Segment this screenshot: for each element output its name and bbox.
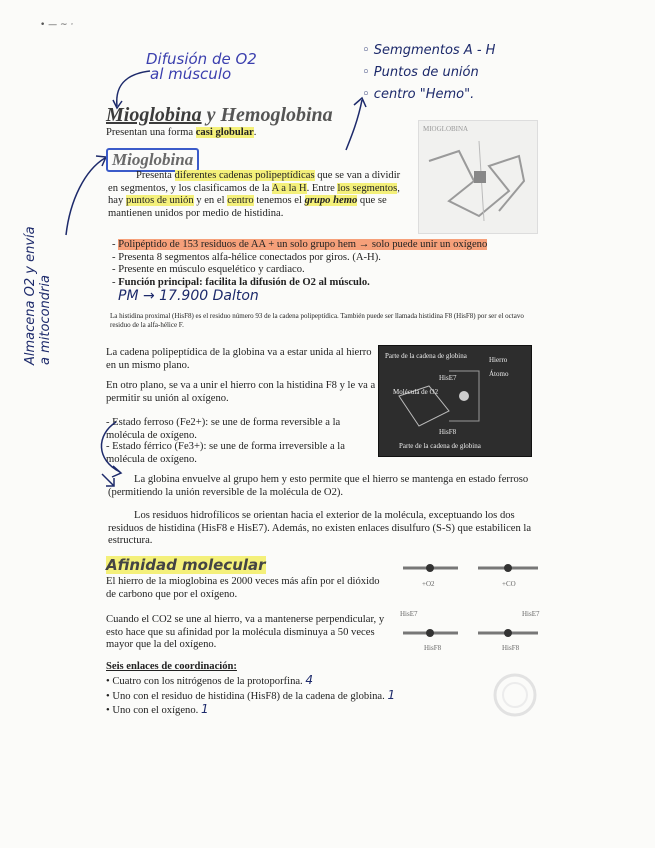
paragraph-co2: Cuando el CO2 se une al hierro, va a mantenerse perpendicular, y esto hace que su afinidad por la molécula disminuya a 50 veces mayor que la del oxígeno. xyxy=(106,614,385,651)
list-item: • Uno con el oxígeno. 1 xyxy=(106,702,209,717)
paragraph-globina: La globina envuelve al grupo hem y esto permite que el hierro se mantenga en estado ferroso (permitiendo la unión reversible de la molécula de O2). xyxy=(108,474,529,498)
note-histidina-proximal: La histidina proximal (HisF8) es el residuo número 93 de la cadena polipeptídica. También puede ser llamada histidina F8 (HisF8) por ser el octavo residuo de la alfa-hélice F. xyxy=(110,312,524,329)
diagram-label: Átomo xyxy=(489,370,509,378)
diagram-label: HisE7 xyxy=(522,610,540,618)
diagram-label: HisE7 xyxy=(439,374,457,382)
diagram-label: Molécula de O2 xyxy=(393,388,439,396)
paragraph-hierro: En otro plano, se va a unir el hierro con la histidina F8 y le va a permitir su unión al oxígeno. xyxy=(106,380,376,404)
title-mioglobina: Mioglobina xyxy=(106,104,202,126)
diagram-label: +CO xyxy=(502,580,516,588)
arrow-icon xyxy=(60,150,110,240)
diagram-label: HisE7 xyxy=(400,610,418,618)
affinity-diagram-image xyxy=(398,548,548,658)
stamp-icon xyxy=(490,670,540,720)
paragraph-afinidad: El hierro de la mioglobina es 2000 veces más afín por el dióxido de carbono que por el oxígeno. xyxy=(106,576,380,600)
note-top-left xyxy=(146,52,257,82)
estado-ferroso: - Estado ferroso (Fe2+): se une de forma reversible a la molécula de oxígeno. xyxy=(106,417,341,441)
note-top-left-line2: al músculo xyxy=(150,65,232,83)
list-item: • Uno con el residuo de histidina (HisF8) de la cadena de globina. 1 xyxy=(106,687,396,702)
heme-diagram-image xyxy=(378,345,532,457)
bullet-list-properties xyxy=(112,239,542,289)
protein-label: MIOGLOBINA xyxy=(423,125,469,133)
note-top-right-line2: ◦ Puntos de unión xyxy=(362,65,479,80)
paragraph-cadena: La cadena polipeptídica de la globina va a estar unida al hierro en un mismo plano. xyxy=(106,347,372,371)
bullet-item: - Presente en músculo esquelético y cardiaco. xyxy=(112,264,305,276)
arrow-icon xyxy=(100,470,120,490)
top-scribble: • — ~ · xyxy=(40,20,74,30)
list-item: • Cuatro con los nitrógenos de la protoporfina. 4 xyxy=(106,673,314,687)
paragraph-intro: Presenta diferentes cadenas polipeptídicas que se van a dividir en segmentos, y los clasificamos de la A a la H. Entre los segmentos, hay puntos de unión y en el centro tenemos el grupo hemo que se mantienen unidos por medio de histidina. xyxy=(108,170,401,219)
page-subtitle: Presentan una forma casi globular. xyxy=(106,127,257,138)
enlaces-title: Seis enlaces de coordinación: xyxy=(106,661,237,672)
diagram-label: HisF8 xyxy=(439,428,457,436)
diagram-label: +O2 xyxy=(422,580,435,588)
page-title xyxy=(106,104,333,126)
section-title-mioglobina: Mioglobina xyxy=(106,148,199,172)
bullet-item: - Polipéptido de 153 residuos de AA + un solo grupo hem → solo puede unir un oxígeno xyxy=(112,239,488,250)
note-top-left-line1: Difusión de O2 xyxy=(146,50,257,68)
note-left-margin xyxy=(23,165,53,365)
paragraph-residuos: Los residuos hidrofílicos se orientan hacia el exterior de la molécula, exceptuando los dos residuos de histidina (HisF8 e HisE7). Además, no existen enlaces disulfuro (S-S) que estabilicen la estructura. xyxy=(108,510,532,547)
diagram-label: HisF8 xyxy=(502,644,520,652)
estado-ferrico: - Estado férrico (Fe3+): se une de forma irreversible a la molécula de oxígeno. xyxy=(106,441,345,465)
title-hemoglobina: y Hemoglobina xyxy=(201,104,333,126)
section-title-afinidad: Afinidad molecular xyxy=(106,556,266,574)
bullet-item: - Presenta 8 segmentos alfa-hélice conectados por giros. (A-H). xyxy=(112,251,381,263)
note-left-margin-line2: a mitocondria xyxy=(38,275,53,365)
enlaces-list xyxy=(106,674,466,718)
note-top-right xyxy=(362,40,495,106)
diagram-label: Parte de la cadena de globina xyxy=(385,352,467,360)
note-left-margin-line1: Almacena O2 y envía xyxy=(23,226,38,365)
note-top-right-line3: ◦ centro "Hemo". xyxy=(362,87,475,102)
note-top-right-line1: ◦ Semgmentos A - H xyxy=(362,43,496,58)
diagram-label: HisF8 xyxy=(424,644,442,652)
bullet-item: - Función principal: facilita la difusión de O2 al músculo. xyxy=(112,276,370,288)
diagram-label: Parte de la cadena de globina xyxy=(399,442,481,450)
arrow-icon xyxy=(340,95,370,155)
note-pm: PM → 17.900 Dalton xyxy=(118,288,259,304)
diagram-label: Hierro xyxy=(489,356,508,364)
protein-structure-image xyxy=(418,120,538,234)
